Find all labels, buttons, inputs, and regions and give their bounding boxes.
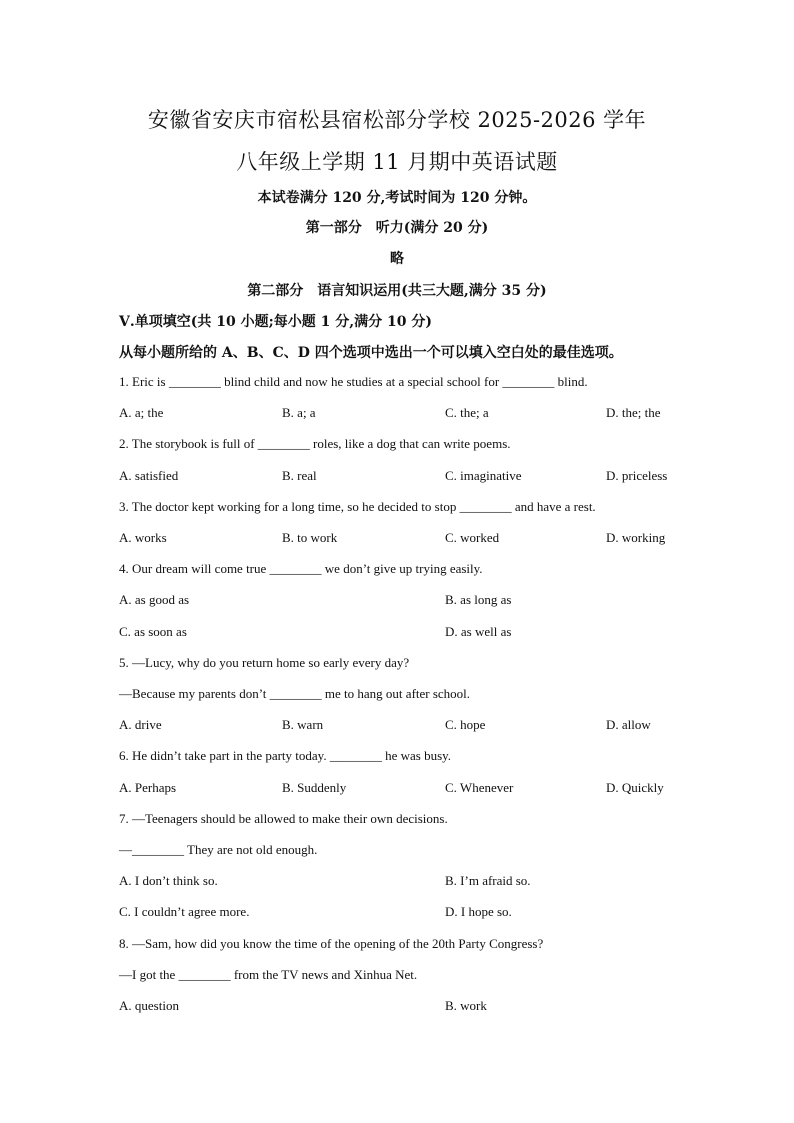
question-5-stem: 5. —Lucy, why do you return home so early every day? [119,655,410,670]
question-1-stem: 1. Eric is ________ blind child and now he studies at a special school for ________ blind. [119,374,588,389]
question-1-option-a: A. a; the [119,405,164,420]
question-2-option-a: A. satisfied [119,468,179,483]
question-2-option-d: D. priceless [606,468,668,483]
question-5-reply: —Because my parents don’t ________ me to hang out after school. [119,686,471,701]
question-7-option-c: C. I couldn’t agree more. [119,904,250,919]
question-4-option-d: D. as well as [445,624,512,639]
listening-omitted: 略 [390,251,404,267]
question-8-stem: 8. —Sam, how did you know the time of the opening of the 20th Party Congress? [119,936,544,951]
question-5-option-c: C. hope [445,717,486,732]
question-4-stem: 4. Our dream will come true ________ we don’t give up trying easily. [119,561,483,576]
section-heading: Ⅴ.单项填空(共 10 小题;每小题 1 分,满分 10 分) [119,314,432,330]
question-1-option-d: D. the; the [606,405,661,420]
question-7-stem: 7. —Teenagers should be allowed to make their own decisions. [119,811,448,826]
question-1-option-c: C. the; a [445,405,489,420]
exam-title-line2: 八年级上学期 11 月期中英语试题 [236,150,558,174]
question-6-option-c: C. Whenever [445,780,514,795]
question-4-option-b: B. as long as [445,592,512,607]
question-5-option-a: A. drive [119,717,162,732]
question-3-option-a: A. works [119,530,167,545]
question-2-stem: 2. The storybook is full of ________ roles, like a dog that can write poems. [119,436,511,451]
question-7-option-a: A. I don’t think so. [119,873,218,888]
question-4-option-a: A. as good as [119,592,190,607]
question-8-option-b: B. work [445,998,487,1013]
question-7-option-b: B. I’m afraid so. [445,873,531,888]
part1-heading: 第一部分 听力(满分 20 分) [305,220,489,236]
question-3-option-d: D. working [606,530,666,545]
question-7-option-d: D. I hope so. [445,904,512,919]
question-5-option-d: D. allow [606,717,651,732]
question-3-option-b: B. to work [282,530,338,545]
question-1-option-b: B. a; a [282,405,316,420]
part2-heading: 第二部分 语言知识运用(共三大题,满分 35 分) [247,283,547,299]
question-8-option-a: A. question [119,998,179,1013]
question-2-option-b: B. real [282,468,317,483]
question-4-option-c: C. as soon as [119,624,187,639]
section-instruction: 从每小题所给的 A、B、C、D 四个选项中选出一个可以填入空白处的最佳选项。 [119,345,623,361]
question-3-option-c: C. worked [445,530,500,545]
exam-title-line1: 安徽省安庆市宿松县宿松部分学校 2025-2026 学年 [147,108,647,132]
question-6-option-d: D. Quickly [606,780,664,795]
question-5-option-b: B. warn [282,717,324,732]
question-7-reply: —________ They are not old enough. [119,842,318,857]
question-3-stem: 3. The doctor kept working for a long time, so he decided to stop ________ and have a rest. [119,499,596,514]
exam-note: 本试卷满分 120 分,考试时间为 120 分钟。 [257,190,537,206]
question-6-option-a: A. Perhaps [119,780,177,795]
question-2-option-c: C. imaginative [445,468,522,483]
question-8-reply: —I got the ________ from the TV news and Xinhua Net. [119,967,418,982]
question-6-option-b: B. Suddenly [282,780,347,795]
question-6-stem: 6. He didn’t take part in the party today. ________ he was busy. [119,748,452,763]
